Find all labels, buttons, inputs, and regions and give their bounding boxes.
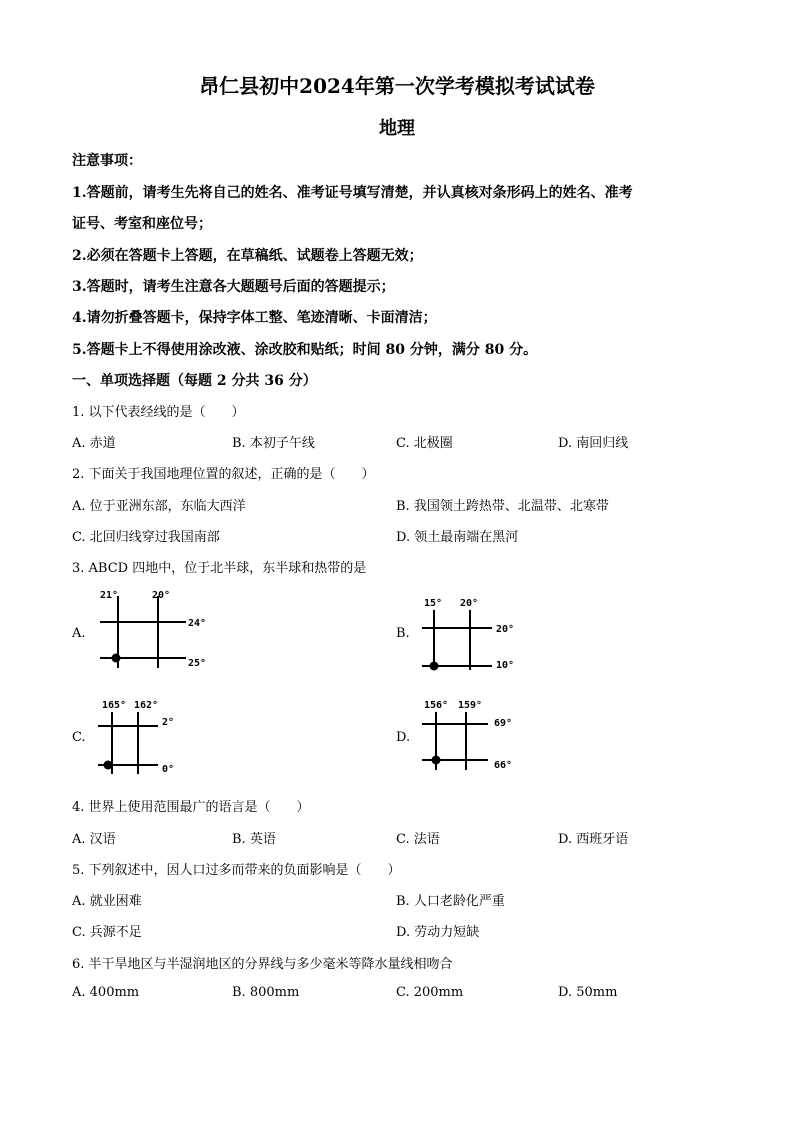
option-d: D. 50mm [558, 985, 618, 1000]
note-item: 2.必须在答题卡上答题，在草稿纸、试题卷上答题无效； [72, 248, 423, 264]
option-d: D. 领土最南端在黑河 [396, 530, 519, 545]
question-stem: 3. ABCD 四地中，位于北半球，东半球和热带的是 [72, 561, 367, 576]
option-c: C. 200mm [396, 985, 464, 1000]
question-stem: 2. 下面关于我国地理位置的叙述，正确的是（ ） [72, 467, 375, 482]
option-a: A. 赤道 [72, 436, 116, 451]
option-c: C. 兵源不足 [72, 925, 142, 940]
note-item: 1.答题前，请考生先将自己的姓名、准考证号填写清楚，并认真核对条形码上的姓名、准考 [72, 185, 633, 201]
grid-top-label: 162° [134, 700, 159, 711]
question-stem: 4. 世界上使用范围最广的语言是（ ） [72, 800, 310, 815]
note-item: 4.请勿折叠答题卡，保持字体工整、笔迹清晰、卡面清洁； [72, 310, 437, 326]
option-c: C. 法语 [396, 832, 440, 847]
option-a: A. 汉语 [72, 832, 116, 847]
option-b: B. 我国领土跨热带、北温带、北寒带 [396, 499, 609, 514]
question-stem: 1. 以下代表经线的是（ ） [72, 405, 245, 420]
question-stem: 5. 下列叙述中，因人口过多而带来的负面影响是（ ） [72, 863, 401, 878]
option-a: A. 就业困难 [72, 894, 142, 909]
grid-top-label: 165° [102, 700, 127, 711]
grid-right-label: 69° [494, 718, 513, 729]
lat-long-grid-d [414, 698, 534, 780]
grid-top-label: 15° [424, 598, 443, 609]
lat-long-grid-a [90, 586, 230, 678]
option-c: C. 北极圈 [396, 436, 453, 451]
grid-right-label: 10° [496, 660, 515, 671]
grid-right-label: 20° [496, 624, 515, 635]
lat-long-grid-b [414, 594, 544, 678]
grid-top-label: 21° [100, 590, 119, 601]
option-a: A. 400mm [72, 985, 140, 1000]
subject-title: 地理 [379, 118, 415, 139]
note-item: 3.答题时，请考生注意各大题题号后面的答题提示； [72, 279, 395, 295]
exam-title: 昂仁县初中2024年第一次学考模拟考试试卷 [199, 74, 595, 98]
option-d: D. 劳动力短缺 [396, 925, 480, 940]
grid-right-label: 0° [162, 764, 175, 775]
option-d: D. 西班牙语 [558, 832, 629, 847]
option-c: C. 北回归线穿过我国南部 [72, 530, 220, 545]
grid-right-label: 25° [188, 658, 207, 669]
grid-top-label: 159° [458, 700, 483, 711]
option-d: D. 南回归线 [558, 436, 629, 451]
note-item: 5.答题卡上不得使用涂改液、涂改胶和贴纸；时间 80 分钟，满分 80 分。 [72, 342, 538, 358]
grid-right-label: 24° [188, 618, 207, 629]
note-item: 证号、考室和座位号； [72, 216, 212, 232]
grid-right-label: 2° [162, 717, 175, 728]
section-heading: 一、单项选择题（每题 2 分共 36 分） [72, 373, 317, 389]
option-b: B. 800mm [232, 985, 300, 1000]
grid-top-label: 20° [152, 590, 171, 601]
grid-top-label: 20° [460, 598, 479, 609]
option-b: B. 英语 [232, 832, 276, 847]
option-b: B. 本初子午线 [232, 436, 315, 451]
option-a: A. 位于亚洲东部，东临大西洋 [72, 499, 246, 514]
grid-letter-b: B. [396, 626, 410, 641]
grid-letter-d: D. [396, 730, 411, 745]
notes-heading: 注意事项： [72, 153, 142, 169]
option-b: B. 人口老龄化严重 [396, 894, 505, 909]
question-stem: 6. 半干旱地区与半湿润地区的分界线与多少毫米等降水量线相吻合 [72, 957, 453, 972]
lat-long-grid-c [92, 698, 202, 780]
grid-letter-a: A. [72, 626, 86, 641]
grid-letter-c: C. [72, 730, 86, 745]
grid-right-label: 66° [494, 760, 513, 771]
grid-top-label: 156° [424, 700, 449, 711]
